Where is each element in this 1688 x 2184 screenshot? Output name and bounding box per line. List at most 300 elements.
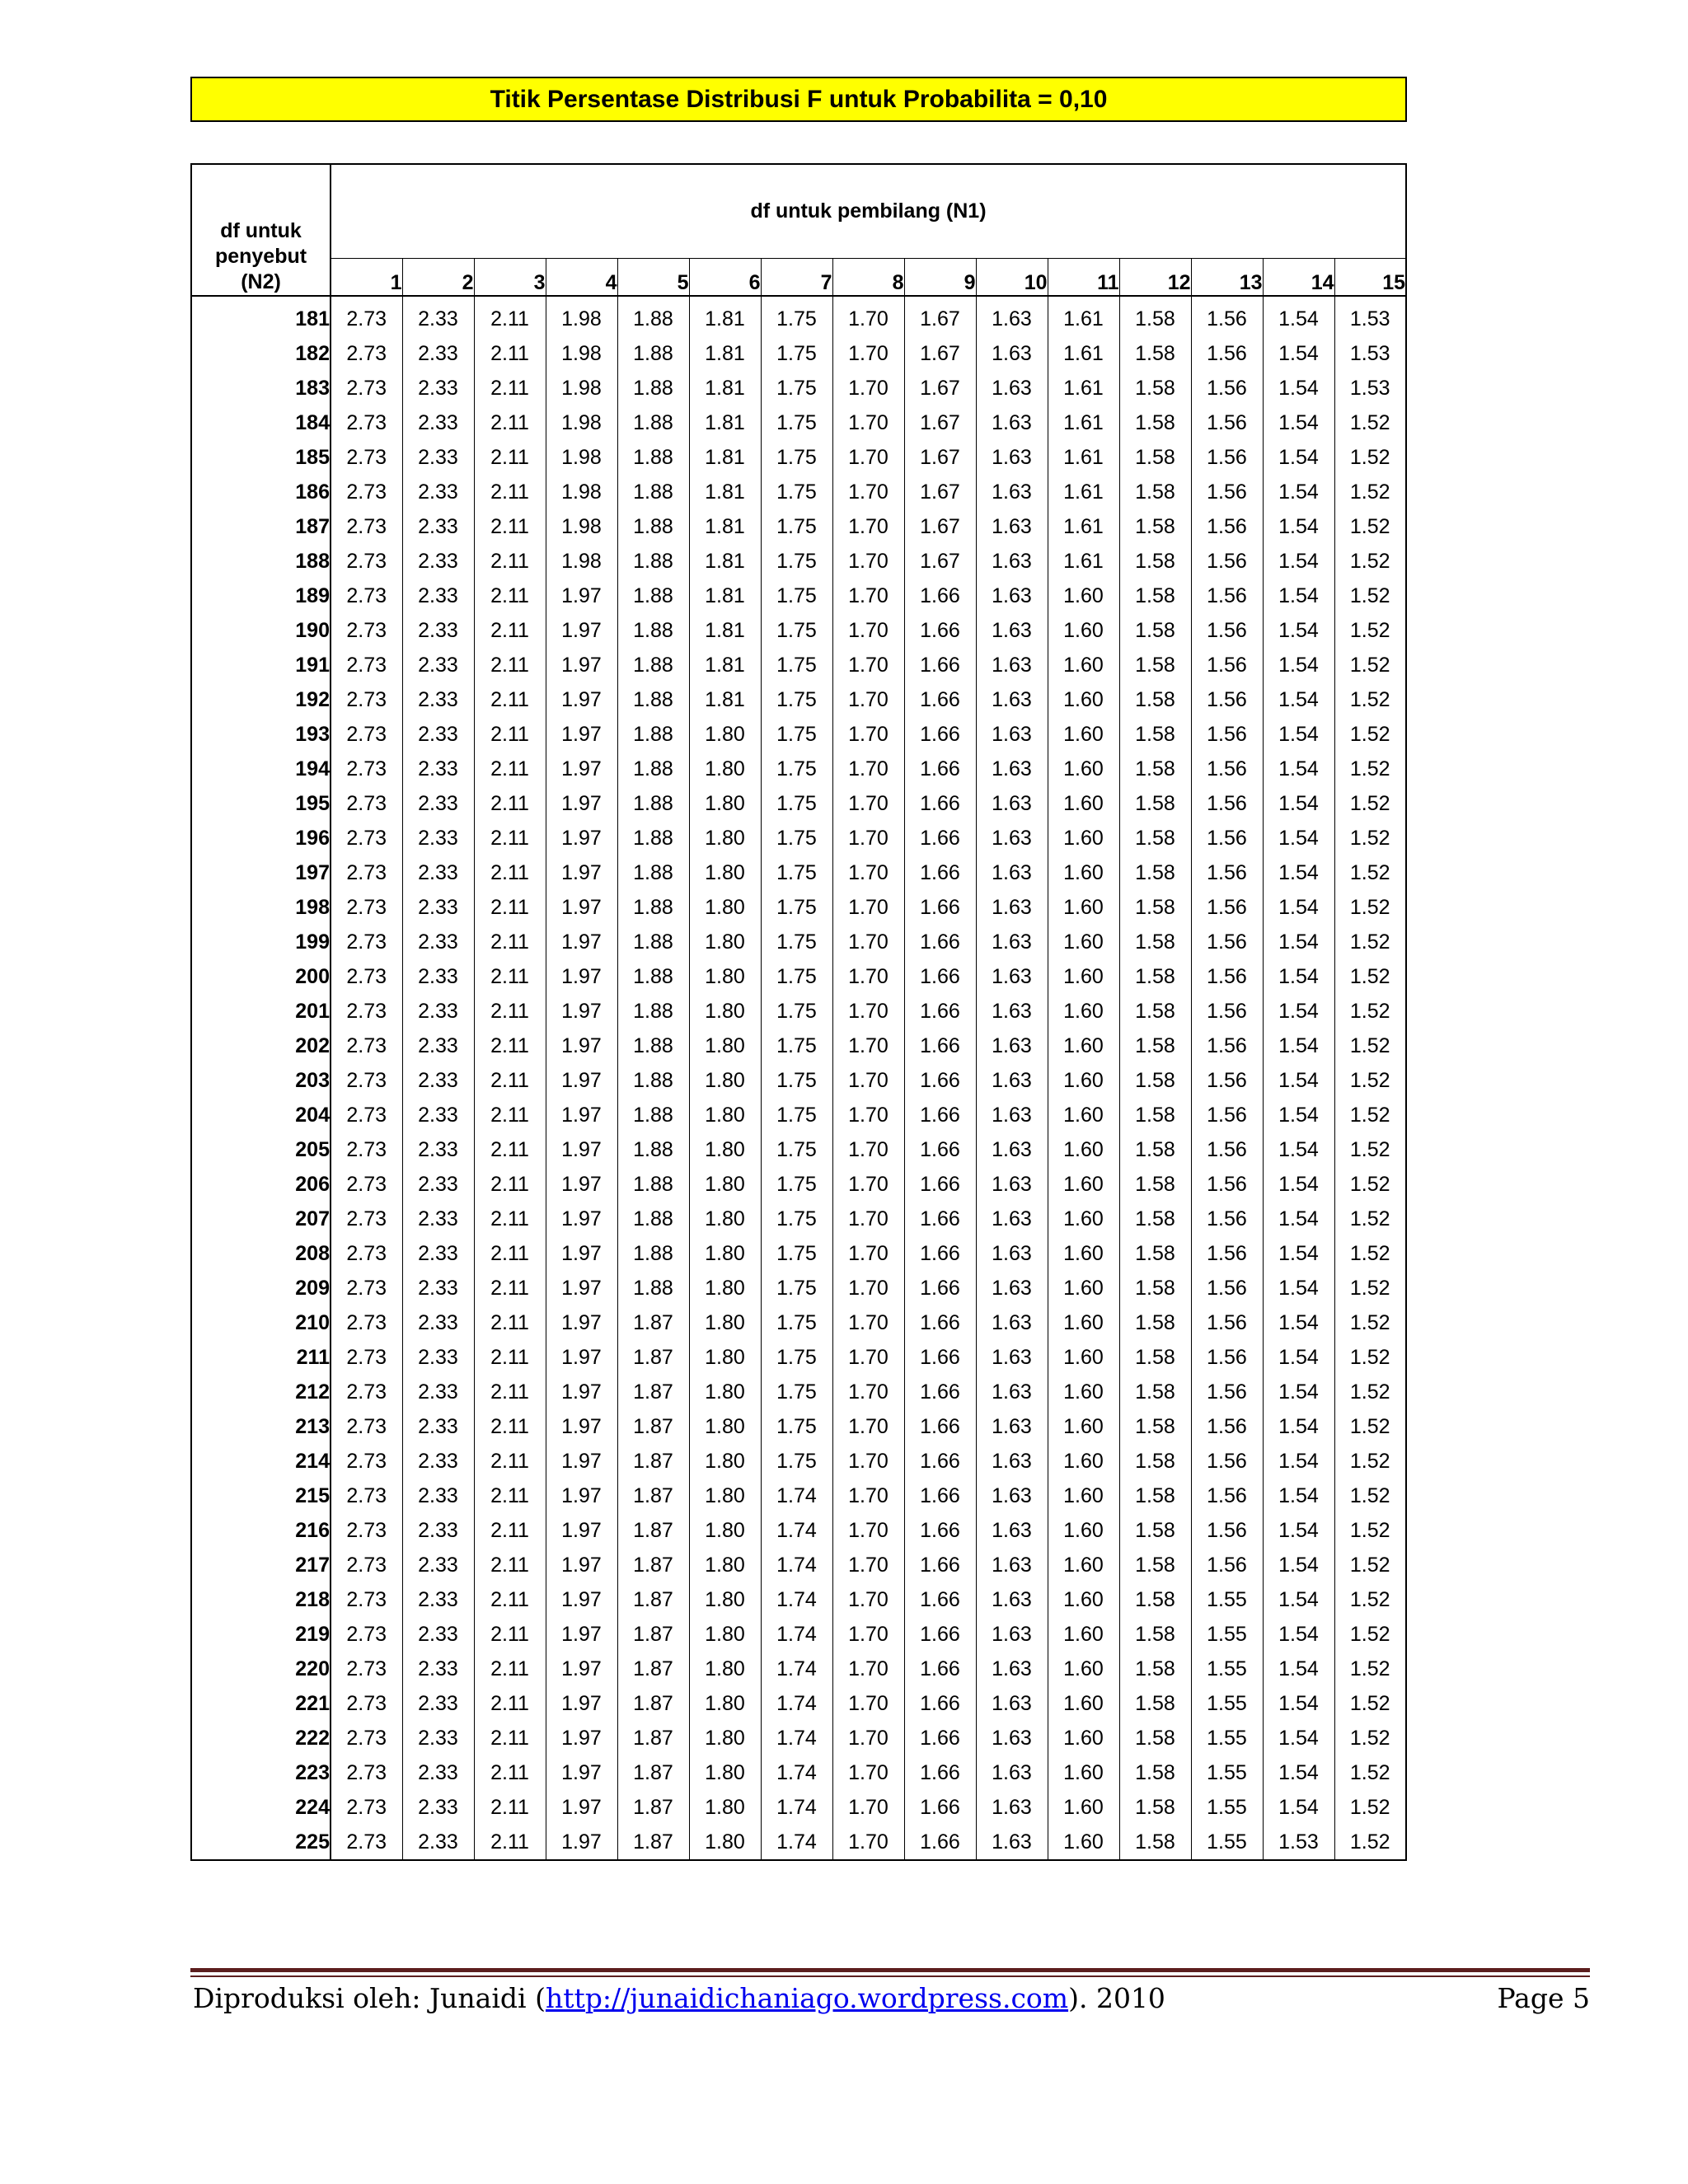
table-cell: 2.73 bbox=[331, 1721, 402, 1755]
table-cell: 1.66 bbox=[904, 1236, 976, 1271]
table-cell: 2.11 bbox=[474, 1686, 546, 1721]
table-cell: 2.11 bbox=[474, 1548, 546, 1582]
table-cell: 1.60 bbox=[1048, 1132, 1119, 1167]
table-cell: 2.11 bbox=[474, 1409, 546, 1444]
table-cell: 2.33 bbox=[402, 1063, 474, 1098]
row-header: 221 bbox=[191, 1686, 331, 1721]
table-cell: 1.56 bbox=[1191, 1167, 1263, 1202]
table-cell: 1.54 bbox=[1263, 1617, 1334, 1652]
table-cell: 2.11 bbox=[474, 1721, 546, 1755]
table-cell: 1.54 bbox=[1263, 296, 1334, 336]
table-cell: 2.73 bbox=[331, 1617, 402, 1652]
table-cell: 2.11 bbox=[474, 1098, 546, 1132]
table-cell: 2.11 bbox=[474, 1617, 546, 1652]
table-cell: 1.66 bbox=[904, 613, 976, 648]
table-cell: 1.66 bbox=[904, 1686, 976, 1721]
n2-header-line: penyebut bbox=[214, 245, 307, 268]
table-cell: 1.97 bbox=[546, 1825, 617, 1860]
table-cell: 1.80 bbox=[689, 1513, 761, 1548]
table-cell: 1.75 bbox=[761, 1029, 832, 1063]
table-cell: 1.55 bbox=[1191, 1652, 1263, 1686]
footer-rule bbox=[190, 1968, 1590, 1972]
table-cell: 1.97 bbox=[546, 752, 617, 786]
table-cell: 1.88 bbox=[617, 509, 689, 544]
table-cell: 2.33 bbox=[402, 1409, 474, 1444]
table-cell: 1.56 bbox=[1191, 613, 1263, 648]
table-cell: 1.97 bbox=[546, 648, 617, 682]
table-cell: 1.63 bbox=[976, 994, 1048, 1029]
table-cell: 1.70 bbox=[832, 1686, 904, 1721]
table-cell: 2.33 bbox=[402, 1236, 474, 1271]
table-cell: 2.73 bbox=[331, 682, 402, 717]
table-cell: 1.80 bbox=[689, 1063, 761, 1098]
table-cell: 1.81 bbox=[689, 682, 761, 717]
table-row bbox=[191, 579, 1406, 613]
table-cell: 1.54 bbox=[1263, 1271, 1334, 1305]
table-cell: 2.11 bbox=[474, 371, 546, 405]
table-cell: 1.80 bbox=[689, 821, 761, 855]
table-cell: 1.75 bbox=[761, 1202, 832, 1236]
table-cell: 1.63 bbox=[976, 1790, 1048, 1825]
table-row bbox=[191, 1686, 1406, 1721]
table-cell: 2.73 bbox=[331, 1479, 402, 1513]
table-cell: 1.75 bbox=[761, 1236, 832, 1271]
table-cell: 1.60 bbox=[1048, 821, 1119, 855]
table-cell: 2.11 bbox=[474, 717, 546, 752]
table-cell: 1.75 bbox=[761, 1305, 832, 1340]
table-cell: 1.66 bbox=[904, 1444, 976, 1479]
table-cell: 1.70 bbox=[832, 1721, 904, 1755]
table-cell: 1.58 bbox=[1119, 1617, 1191, 1652]
table-cell: 1.52 bbox=[1334, 1236, 1406, 1271]
table-cell: 1.88 bbox=[617, 1063, 689, 1098]
table-cell: 1.52 bbox=[1334, 1548, 1406, 1582]
table-cell: 1.58 bbox=[1119, 613, 1191, 648]
row-header: 220 bbox=[191, 1652, 331, 1686]
table-cell: 1.61 bbox=[1048, 544, 1119, 579]
row-header: 187 bbox=[191, 509, 331, 544]
table-cell: 1.58 bbox=[1119, 890, 1191, 925]
table-cell: 1.81 bbox=[689, 371, 761, 405]
table-cell: 1.60 bbox=[1048, 648, 1119, 682]
table-cell: 1.63 bbox=[976, 371, 1048, 405]
table-cell: 1.87 bbox=[617, 1548, 689, 1582]
table-cell: 1.54 bbox=[1263, 1305, 1334, 1340]
table-cell: 1.80 bbox=[689, 994, 761, 1029]
table-cell: 1.75 bbox=[761, 925, 832, 959]
table-cell: 2.11 bbox=[474, 890, 546, 925]
table-cell: 2.73 bbox=[331, 336, 402, 371]
table-cell: 1.63 bbox=[976, 890, 1048, 925]
row-header: 218 bbox=[191, 1582, 331, 1617]
table-cell: 1.63 bbox=[976, 1409, 1048, 1444]
table-cell: 1.52 bbox=[1334, 1202, 1406, 1236]
table-cell: 1.97 bbox=[546, 1513, 617, 1548]
table-cell: 1.70 bbox=[832, 475, 904, 509]
table-cell: 1.97 bbox=[546, 1029, 617, 1063]
table-cell: 1.88 bbox=[617, 855, 689, 890]
table-cell: 1.58 bbox=[1119, 648, 1191, 682]
table-cell: 2.11 bbox=[474, 475, 546, 509]
table-cell: 1.58 bbox=[1119, 682, 1191, 717]
table-body bbox=[191, 296, 1406, 1860]
table-cell: 1.52 bbox=[1334, 994, 1406, 1029]
table-cell: 2.73 bbox=[331, 405, 402, 440]
table-cell: 2.11 bbox=[474, 1029, 546, 1063]
table-cell: 1.63 bbox=[976, 544, 1048, 579]
table-cell: 2.33 bbox=[402, 509, 474, 544]
table-cell: 1.74 bbox=[761, 1652, 832, 1686]
table-cell: 2.11 bbox=[474, 1790, 546, 1825]
table-cell: 2.33 bbox=[402, 440, 474, 475]
table-cell: 1.70 bbox=[832, 1479, 904, 1513]
table-cell: 1.66 bbox=[904, 1167, 976, 1202]
table-cell: 1.97 bbox=[546, 1375, 617, 1409]
table-cell: 2.11 bbox=[474, 1652, 546, 1686]
table-cell: 1.56 bbox=[1191, 1271, 1263, 1305]
table-cell: 1.75 bbox=[761, 1409, 832, 1444]
table-cell: 2.73 bbox=[331, 890, 402, 925]
table-cell: 1.66 bbox=[904, 994, 976, 1029]
table-cell: 2.33 bbox=[402, 959, 474, 994]
table-cell: 1.97 bbox=[546, 579, 617, 613]
table-row bbox=[191, 1236, 1406, 1271]
table-cell: 1.87 bbox=[617, 1686, 689, 1721]
table-cell: 1.58 bbox=[1119, 475, 1191, 509]
table-cell: 1.97 bbox=[546, 1582, 617, 1617]
table-row bbox=[191, 1825, 1406, 1860]
table-cell: 1.58 bbox=[1119, 752, 1191, 786]
table-cell: 1.63 bbox=[976, 475, 1048, 509]
table-cell: 1.58 bbox=[1119, 405, 1191, 440]
table-cell: 1.66 bbox=[904, 1617, 976, 1652]
table-cell: 1.66 bbox=[904, 1721, 976, 1755]
table-cell: 2.33 bbox=[402, 855, 474, 890]
table-cell: 2.73 bbox=[331, 1582, 402, 1617]
table-cell: 1.87 bbox=[617, 1617, 689, 1652]
table-cell: 1.87 bbox=[617, 1790, 689, 1825]
table-cell: 1.97 bbox=[546, 855, 617, 890]
table-cell: 1.97 bbox=[546, 1617, 617, 1652]
table-cell: 1.58 bbox=[1119, 1825, 1191, 1860]
table-cell: 1.60 bbox=[1048, 1098, 1119, 1132]
table-cell: 1.67 bbox=[904, 440, 976, 475]
row-header: 217 bbox=[191, 1548, 331, 1582]
table-cell: 1.52 bbox=[1334, 475, 1406, 509]
table-cell: 1.63 bbox=[976, 1063, 1048, 1098]
table-cell: 1.54 bbox=[1263, 1479, 1334, 1513]
table-cell: 1.56 bbox=[1191, 1375, 1263, 1409]
table-cell: 1.66 bbox=[904, 1063, 976, 1098]
table-cell: 1.60 bbox=[1048, 1513, 1119, 1548]
table-cell: 1.54 bbox=[1263, 752, 1334, 786]
table-cell: 1.56 bbox=[1191, 717, 1263, 752]
table-row bbox=[191, 1305, 1406, 1340]
table-cell: 1.88 bbox=[617, 1202, 689, 1236]
table-cell: 1.63 bbox=[976, 1029, 1048, 1063]
table-cell: 1.63 bbox=[976, 1721, 1048, 1755]
table-cell: 2.33 bbox=[402, 1029, 474, 1063]
table-row bbox=[191, 1063, 1406, 1098]
table-cell: 1.52 bbox=[1334, 786, 1406, 821]
table-cell: 1.67 bbox=[904, 296, 976, 336]
table-cell: 1.97 bbox=[546, 1167, 617, 1202]
table-cell: 1.61 bbox=[1048, 405, 1119, 440]
row-header: 201 bbox=[191, 994, 331, 1029]
table-cell: 1.60 bbox=[1048, 1029, 1119, 1063]
table-cell: 1.56 bbox=[1191, 405, 1263, 440]
table-cell: 1.55 bbox=[1191, 1790, 1263, 1825]
table-cell: 2.33 bbox=[402, 648, 474, 682]
table-cell: 2.11 bbox=[474, 1825, 546, 1860]
table-cell: 1.63 bbox=[976, 1755, 1048, 1790]
row-header: 181 bbox=[191, 296, 331, 336]
table-cell: 2.11 bbox=[474, 1582, 546, 1617]
table-cell: 1.53 bbox=[1334, 336, 1406, 371]
table-cell: 1.52 bbox=[1334, 440, 1406, 475]
row-header: 204 bbox=[191, 1098, 331, 1132]
table-cell: 1.70 bbox=[832, 1029, 904, 1063]
table-cell: 1.58 bbox=[1119, 1271, 1191, 1305]
table-cell: 1.54 bbox=[1263, 509, 1334, 544]
table-cell: 1.67 bbox=[904, 405, 976, 440]
table-cell: 2.11 bbox=[474, 1202, 546, 1236]
table-cell: 1.87 bbox=[617, 1513, 689, 1548]
table-cell: 2.11 bbox=[474, 1236, 546, 1271]
table-cell: 2.11 bbox=[474, 1375, 546, 1409]
table-cell: 1.74 bbox=[761, 1582, 832, 1617]
table-cell: 1.54 bbox=[1263, 1790, 1334, 1825]
table-cell: 1.75 bbox=[761, 544, 832, 579]
table-cell: 2.33 bbox=[402, 1098, 474, 1132]
table-cell: 1.56 bbox=[1191, 1548, 1263, 1582]
table-cell: 1.70 bbox=[832, 509, 904, 544]
table-cell: 2.73 bbox=[331, 1513, 402, 1548]
table-cell: 2.73 bbox=[331, 371, 402, 405]
table-cell: 1.81 bbox=[689, 579, 761, 613]
table-cell: 1.58 bbox=[1119, 925, 1191, 959]
table-cell: 1.87 bbox=[617, 1755, 689, 1790]
table-cell: 1.52 bbox=[1334, 1582, 1406, 1617]
table-cell: 2.11 bbox=[474, 994, 546, 1029]
table-cell: 1.53 bbox=[1334, 371, 1406, 405]
table-cell: 1.52 bbox=[1334, 1409, 1406, 1444]
table-cell: 1.60 bbox=[1048, 1444, 1119, 1479]
table-row bbox=[191, 682, 1406, 717]
table-cell: 1.58 bbox=[1119, 1202, 1191, 1236]
table-cell: 1.75 bbox=[761, 1271, 832, 1305]
table-cell: 2.33 bbox=[402, 1132, 474, 1167]
table-cell: 1.98 bbox=[546, 475, 617, 509]
table-cell: 1.60 bbox=[1048, 579, 1119, 613]
table-cell: 1.58 bbox=[1119, 1029, 1191, 1063]
table-cell: 1.87 bbox=[617, 1340, 689, 1375]
table-cell: 1.70 bbox=[832, 613, 904, 648]
table-cell: 1.67 bbox=[904, 544, 976, 579]
table-cell: 1.63 bbox=[976, 1686, 1048, 1721]
table-cell: 1.98 bbox=[546, 371, 617, 405]
table-cell: 1.80 bbox=[689, 959, 761, 994]
table-cell: 1.61 bbox=[1048, 440, 1119, 475]
table-cell: 1.58 bbox=[1119, 1444, 1191, 1479]
table-cell: 1.56 bbox=[1191, 475, 1263, 509]
table-cell: 2.11 bbox=[474, 440, 546, 475]
table-cell: 1.81 bbox=[689, 336, 761, 371]
table-cell: 1.55 bbox=[1191, 1686, 1263, 1721]
table-cell: 1.70 bbox=[832, 1271, 904, 1305]
table-cell: 1.66 bbox=[904, 1582, 976, 1617]
table-cell: 1.54 bbox=[1263, 1755, 1334, 1790]
table-cell: 2.11 bbox=[474, 296, 546, 336]
table-cell: 1.87 bbox=[617, 1652, 689, 1686]
table-cell: 1.63 bbox=[976, 1444, 1048, 1479]
table-cell: 1.70 bbox=[832, 1825, 904, 1860]
table-cell: 1.58 bbox=[1119, 1686, 1191, 1721]
table-cell: 2.73 bbox=[331, 1444, 402, 1479]
column-header: 4 bbox=[546, 258, 617, 296]
table-cell: 1.60 bbox=[1048, 1686, 1119, 1721]
table-cell: 1.66 bbox=[904, 752, 976, 786]
table-cell: 1.70 bbox=[832, 855, 904, 890]
table-cell: 1.63 bbox=[976, 1098, 1048, 1132]
table-cell: 1.61 bbox=[1048, 296, 1119, 336]
row-header: 209 bbox=[191, 1271, 331, 1305]
table-cell: 1.63 bbox=[976, 821, 1048, 855]
table-cell: 1.56 bbox=[1191, 509, 1263, 544]
column-header: 8 bbox=[832, 258, 904, 296]
table-cell: 1.60 bbox=[1048, 752, 1119, 786]
table-cell: 1.97 bbox=[546, 1755, 617, 1790]
table-row bbox=[191, 475, 1406, 509]
table-cell: 1.74 bbox=[761, 1686, 832, 1721]
table-row bbox=[191, 855, 1406, 890]
row-header: 219 bbox=[191, 1617, 331, 1652]
table-cell: 1.63 bbox=[976, 959, 1048, 994]
table-cell: 1.63 bbox=[976, 752, 1048, 786]
table-cell: 2.11 bbox=[474, 1132, 546, 1167]
table-cell: 1.56 bbox=[1191, 1479, 1263, 1513]
table-cell: 1.56 bbox=[1191, 1202, 1263, 1236]
table-row bbox=[191, 1548, 1406, 1582]
table-cell: 2.33 bbox=[402, 1271, 474, 1305]
table-cell: 1.58 bbox=[1119, 1790, 1191, 1825]
table-cell: 1.75 bbox=[761, 613, 832, 648]
table-cell: 1.60 bbox=[1048, 1340, 1119, 1375]
table-cell: 1.63 bbox=[976, 682, 1048, 717]
table-cell: 1.75 bbox=[761, 890, 832, 925]
table-row bbox=[191, 1755, 1406, 1790]
table-cell: 1.75 bbox=[761, 855, 832, 890]
table-cell: 1.80 bbox=[689, 1582, 761, 1617]
n2-header-line: df untuk bbox=[220, 219, 302, 242]
table-cell: 1.63 bbox=[976, 1479, 1048, 1513]
row-header: 222 bbox=[191, 1721, 331, 1755]
footer-prefix: Diproduksi oleh: Junaidi ( bbox=[193, 1982, 546, 2014]
row-header: 210 bbox=[191, 1305, 331, 1340]
table-cell: 1.97 bbox=[546, 959, 617, 994]
table-cell: 1.97 bbox=[546, 1652, 617, 1686]
table-cell: 1.58 bbox=[1119, 440, 1191, 475]
table-cell: 1.70 bbox=[832, 821, 904, 855]
table-cell: 1.97 bbox=[546, 1132, 617, 1167]
table-cell: 1.60 bbox=[1048, 1617, 1119, 1652]
table-cell: 1.74 bbox=[761, 1825, 832, 1860]
table-cell: 2.33 bbox=[402, 1617, 474, 1652]
table-cell: 1.81 bbox=[689, 475, 761, 509]
table-row bbox=[191, 1721, 1406, 1755]
table-cell: 1.56 bbox=[1191, 752, 1263, 786]
table-cell: 1.75 bbox=[761, 1375, 832, 1409]
table-cell: 2.33 bbox=[402, 1479, 474, 1513]
n2-header bbox=[191, 164, 331, 296]
table-cell: 1.97 bbox=[546, 1721, 617, 1755]
table-cell: 1.75 bbox=[761, 1063, 832, 1098]
column-header: 6 bbox=[689, 258, 761, 296]
table-cell: 1.70 bbox=[832, 579, 904, 613]
table-cell: 1.97 bbox=[546, 1686, 617, 1721]
table-cell: 1.70 bbox=[832, 1340, 904, 1375]
table-cell: 1.70 bbox=[832, 1513, 904, 1548]
table-cell: 1.54 bbox=[1263, 821, 1334, 855]
table-cell: 1.66 bbox=[904, 1790, 976, 1825]
row-header: 196 bbox=[191, 821, 331, 855]
table-cell: 1.52 bbox=[1334, 1652, 1406, 1686]
table-cell: 1.52 bbox=[1334, 1686, 1406, 1721]
table-cell: 1.70 bbox=[832, 1582, 904, 1617]
table-cell: 2.73 bbox=[331, 1202, 402, 1236]
table-cell: 1.88 bbox=[617, 786, 689, 821]
table-cell: 1.54 bbox=[1263, 925, 1334, 959]
table-cell: 1.63 bbox=[976, 1582, 1048, 1617]
table-cell: 1.60 bbox=[1048, 1063, 1119, 1098]
table-cell: 1.52 bbox=[1334, 1063, 1406, 1098]
table-cell: 2.33 bbox=[402, 1444, 474, 1479]
footer-link[interactable]: http://junaidichaniago.wordpress.com bbox=[545, 1982, 1069, 2014]
table-cell: 1.54 bbox=[1263, 613, 1334, 648]
table-cell: 1.63 bbox=[976, 440, 1048, 475]
table-cell: 1.70 bbox=[832, 752, 904, 786]
table-cell: 1.58 bbox=[1119, 579, 1191, 613]
table-cell: 2.73 bbox=[331, 1652, 402, 1686]
page-number: Page 5 bbox=[1497, 1982, 1590, 2014]
table-cell: 2.33 bbox=[402, 925, 474, 959]
table-cell: 1.81 bbox=[689, 544, 761, 579]
column-header: 1 bbox=[331, 258, 402, 296]
table-cell: 2.11 bbox=[474, 1513, 546, 1548]
table-cell: 2.11 bbox=[474, 959, 546, 994]
footer-rule-thin bbox=[190, 1975, 1590, 1977]
table-cell: 1.56 bbox=[1191, 855, 1263, 890]
table-cell: 2.11 bbox=[474, 1340, 546, 1375]
table-cell: 2.33 bbox=[402, 336, 474, 371]
table-cell: 1.52 bbox=[1334, 544, 1406, 579]
row-header: 200 bbox=[191, 959, 331, 994]
row-header: 185 bbox=[191, 440, 331, 475]
table-cell: 1.56 bbox=[1191, 544, 1263, 579]
table-cell: 1.60 bbox=[1048, 1202, 1119, 1236]
table-cell: 1.74 bbox=[761, 1479, 832, 1513]
table-cell: 2.73 bbox=[331, 959, 402, 994]
table-cell: 1.52 bbox=[1334, 959, 1406, 994]
table-cell: 1.61 bbox=[1048, 475, 1119, 509]
row-header: 205 bbox=[191, 1132, 331, 1167]
table-cell: 1.88 bbox=[617, 579, 689, 613]
table-cell: 1.97 bbox=[546, 1202, 617, 1236]
table-cell: 1.66 bbox=[904, 1029, 976, 1063]
table-cell: 1.66 bbox=[904, 786, 976, 821]
table-cell: 1.74 bbox=[761, 1513, 832, 1548]
table-cell: 1.88 bbox=[617, 648, 689, 682]
